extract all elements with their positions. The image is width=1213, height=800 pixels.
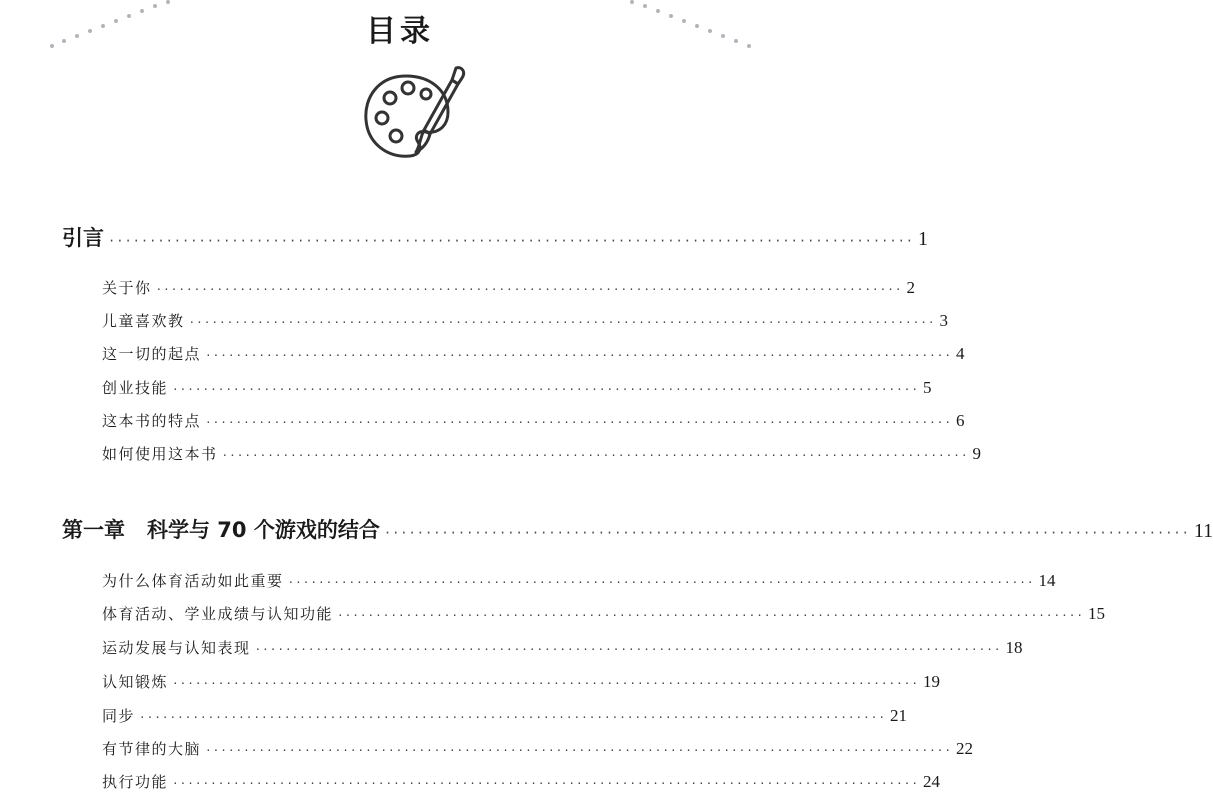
page-number: 3 <box>939 311 949 330</box>
dot-leader: ·································································································· <box>383 526 1190 540</box>
palette-with-brush-icon <box>358 64 472 164</box>
toc-entry[interactable] <box>102 377 932 398</box>
dot-leader: ·································································································· <box>205 349 953 362</box>
toc-entry[interactable] <box>102 410 965 431</box>
page-number: 24 <box>923 772 941 791</box>
dot-leader: ·································································································· <box>205 744 953 757</box>
dot-leader: ·································································································· <box>337 609 1085 622</box>
toc-entry[interactable] <box>102 277 916 298</box>
toc-entry[interactable] <box>102 570 1056 591</box>
chapter-title: 引言 <box>62 226 104 250</box>
entry-label: 关于你 <box>102 279 152 297</box>
toc-entry[interactable] <box>102 671 941 692</box>
page-number: 4 <box>956 344 965 363</box>
dot-leader: ·································································································· <box>172 777 920 790</box>
chapter-number: 第一章 <box>62 518 125 542</box>
chapter-title <box>62 514 380 544</box>
toc-entry[interactable] <box>102 343 965 364</box>
toc-entry[interactable] <box>102 603 1106 624</box>
dot-leader: ·································································································· <box>188 316 936 329</box>
page-title: 目录 <box>366 14 434 49</box>
entry-label: 儿童喜欢教 <box>102 312 185 330</box>
toc-entry[interactable] <box>102 443 982 464</box>
page-number: 1 <box>918 228 929 250</box>
entry-label: 体育活动、学业成绩与认知功能 <box>102 605 334 623</box>
dot-leader: ·································································································· <box>139 711 887 724</box>
page-number: 21 <box>890 706 908 725</box>
page-number: 6 <box>956 411 965 430</box>
entry-label: 如何使用这本书 <box>102 445 218 463</box>
page-number: 14 <box>1038 571 1056 590</box>
page-number: 18 <box>1005 638 1023 657</box>
toc-entry[interactable] <box>102 738 974 759</box>
entry-label: 同步 <box>102 707 136 725</box>
dot-leader: ·································································································· <box>108 234 915 248</box>
toc-entry[interactable] <box>102 771 941 792</box>
entry-label: 执行功能 <box>102 773 169 791</box>
page-number: 22 <box>956 739 974 758</box>
page-number: 9 <box>972 444 982 463</box>
dot-leader: ·································································································· <box>172 383 920 396</box>
page-number: 5 <box>923 378 932 397</box>
page-number: 11 <box>1193 520 1213 542</box>
page-number: 19 <box>923 672 941 691</box>
dot-leader: ·································································································· <box>172 677 920 690</box>
entry-label: 这本书的特点 <box>102 412 202 430</box>
chapter-name: 科学与 70 个游戏的结合 <box>147 518 380 542</box>
dot-leader: ·································································································· <box>287 576 1035 589</box>
entry-label: 创业技能 <box>102 379 169 397</box>
dot-leader: ·································································································· <box>155 283 903 296</box>
toc-entry[interactable] <box>102 637 1023 658</box>
page-number: 2 <box>906 278 916 297</box>
toc-chapter-1[interactable] <box>62 514 1213 544</box>
entry-label: 为什么体育活动如此重要 <box>102 572 284 590</box>
dot-leader: ·································································································· <box>205 416 953 429</box>
entry-label: 这一切的起点 <box>102 345 202 363</box>
dot-leader: ·································································································· <box>221 449 969 462</box>
page-number: 15 <box>1088 604 1106 623</box>
entry-label: 有节律的大脑 <box>102 740 202 758</box>
toc-entry[interactable] <box>102 705 908 726</box>
entry-label: 认知锻炼 <box>102 673 169 691</box>
toc-chapter-intro[interactable] <box>62 222 929 252</box>
toc-entry[interactable] <box>102 310 949 331</box>
dot-leader: ·································································································· <box>254 643 1002 656</box>
entry-label: 运动发展与认知表现 <box>102 639 251 657</box>
